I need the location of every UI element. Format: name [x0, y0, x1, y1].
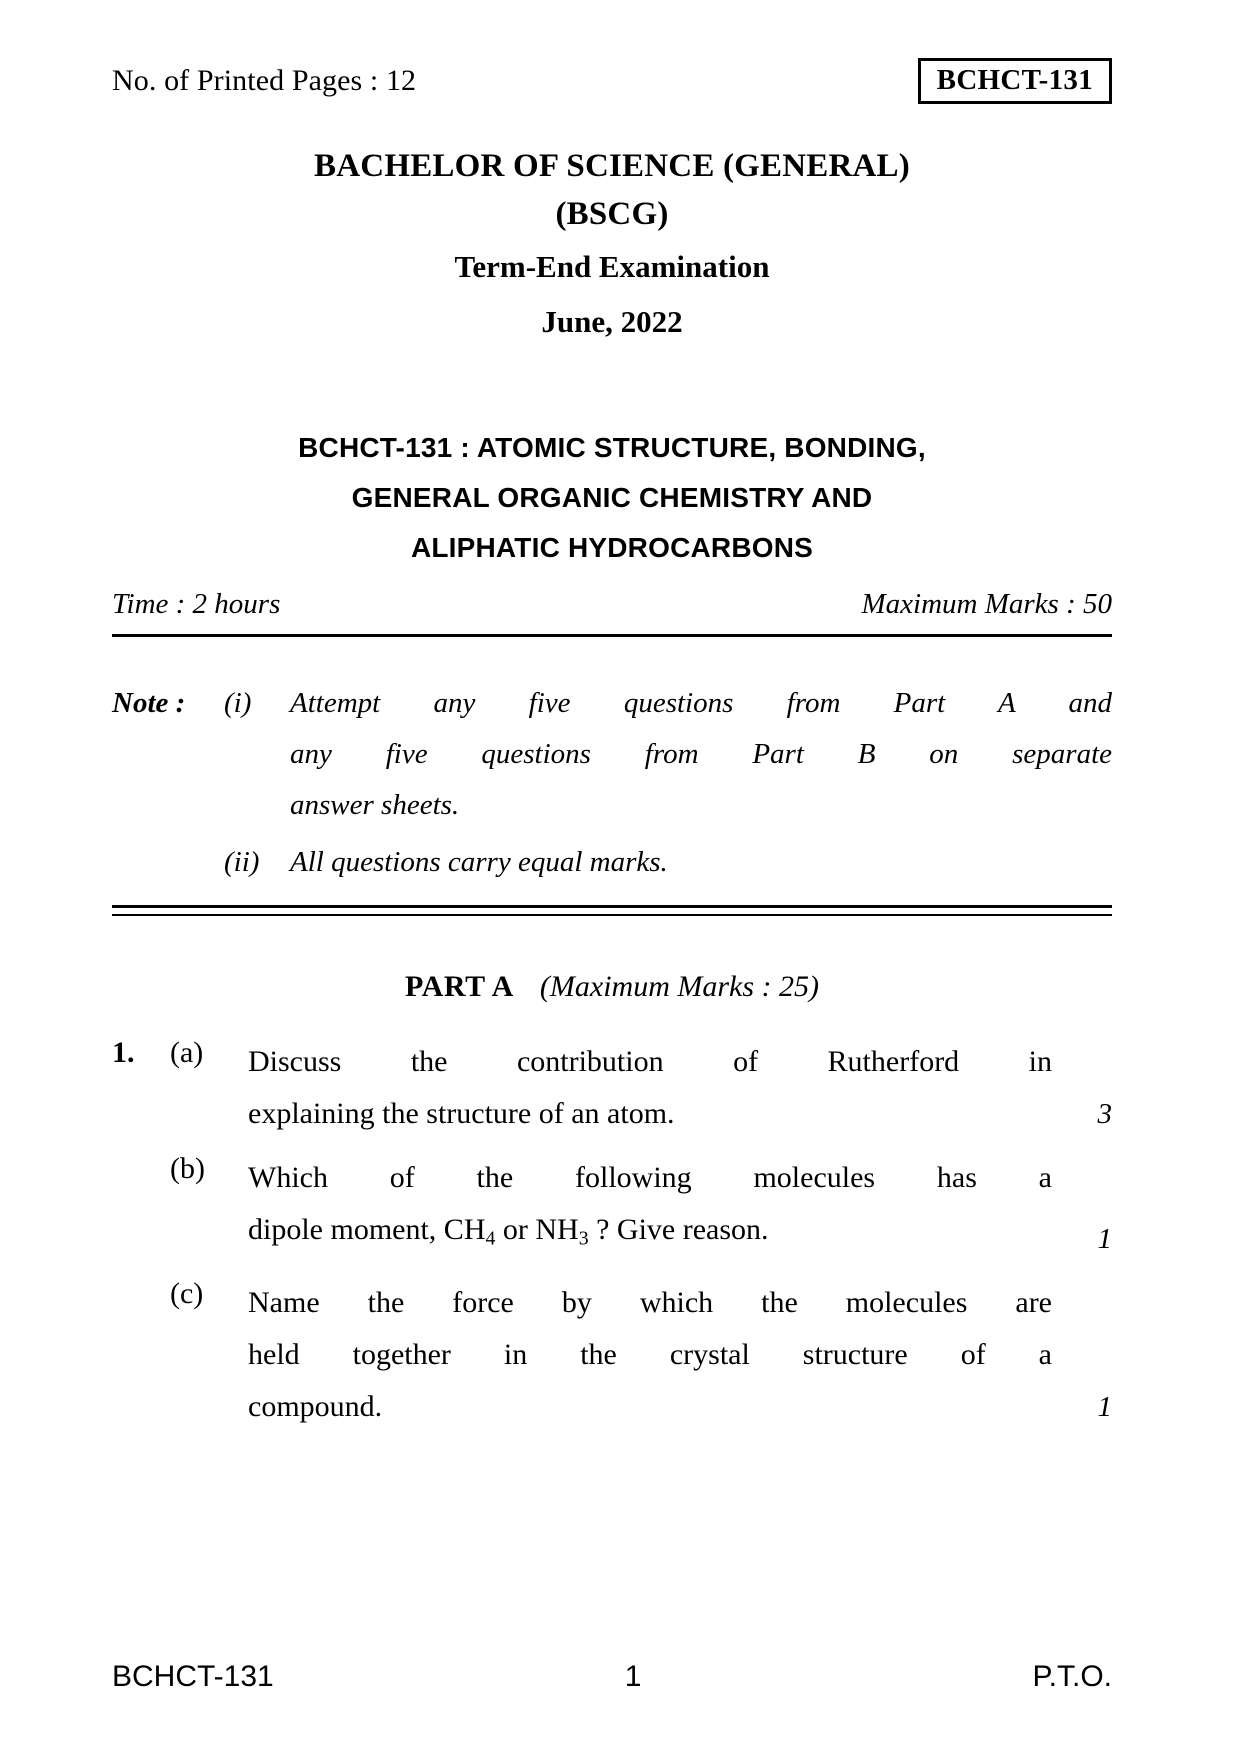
q1b-subscript-ch4: 4: [485, 1227, 496, 1250]
note-item-i: [112, 678, 1112, 831]
part-name: PART A: [404, 970, 514, 1003]
q1b-line2-pre: dipole moment, CH: [248, 1213, 486, 1246]
footer-course-code: BCHCT-131: [112, 1660, 274, 1693]
note-numeral-i: (i): [224, 687, 252, 719]
note-i-line-2: any five questions from Part B on separate: [290, 738, 1112, 770]
question-list: [112, 1036, 1112, 1445]
note-i-line-3: answer sheets.: [290, 789, 460, 821]
q1b-line2-post: ? Give reason.: [588, 1213, 769, 1246]
question-1-part-b: [112, 1152, 1112, 1265]
page-header: [112, 58, 1112, 114]
question-1-part-c-label: (c): [170, 1276, 204, 1310]
exam-info-row: [112, 588, 1112, 621]
question-1-part-a-body: [248, 1036, 1112, 1140]
degree-title: [112, 142, 1112, 238]
note-block: [112, 678, 1112, 888]
question-1-part-a-label: (a): [170, 1036, 204, 1069]
printed-pages-label: No. of Printed Pages : 12: [112, 64, 417, 97]
q1c-line-2: held together in the crystal structure of a: [248, 1337, 1052, 1371]
degree-title-line-2: (BSCG): [555, 196, 669, 232]
question-1-part-b-label: (b): [170, 1152, 205, 1185]
q1b-line-1: Which of the following molecules has a: [248, 1161, 1052, 1194]
note-divider-double-rule: [112, 905, 1112, 916]
note-text-ii: [290, 837, 1112, 888]
question-number-1: 1.: [112, 1036, 135, 1069]
note-label: Note :: [112, 687, 186, 719]
course-title-line-1: BCHCT-131 : ATOMIC STRUCTURE, BONDING,: [298, 432, 926, 463]
question-1-part-a: [112, 1036, 1112, 1140]
exam-maximum-marks: Maximum Marks : 50: [861, 588, 1112, 620]
header-divider-rule: [112, 634, 1112, 637]
course-title-line-2: GENERAL ORGANIC CHEMISTRY AND: [351, 482, 873, 513]
note-ii-line-1: All questions carry equal marks.: [290, 846, 668, 878]
q1a-line-1: Discuss the contribution of Rutherford in: [248, 1045, 1052, 1078]
question-1-part-b-body: [248, 1152, 1112, 1265]
footer-page-number: 1: [624, 1660, 642, 1693]
question-1-part-c-body: [248, 1277, 1112, 1433]
exam-session-title: June, 2022: [541, 304, 683, 339]
part-heading: [112, 970, 1112, 1004]
course-title-line-3: ALIPHATIC HYDROCARBONS: [410, 532, 814, 563]
exam-type-title: Term-End Examination: [454, 249, 770, 284]
q1b-marks: 1: [1097, 1222, 1112, 1255]
note-i-line-1: Attempt any five questions from Part A and: [290, 687, 1112, 719]
q1b-subscript-nh3: 3: [578, 1227, 589, 1250]
footer-pto: P.T.O.: [1032, 1660, 1112, 1693]
note-item-ii: [112, 837, 1112, 888]
question-1-part-c: [112, 1277, 1112, 1433]
q1b-line2-mid: or NH: [495, 1213, 579, 1246]
note-numeral-ii: (ii): [224, 846, 260, 878]
q1a-marks: 3: [1097, 1098, 1112, 1130]
part-maximum-marks: (Maximum Marks : 25): [539, 970, 820, 1003]
course-code-box: BCHCT-131: [918, 58, 1112, 104]
q1c-line-3: compound.: [248, 1389, 383, 1423]
q1b-line-2: [248, 1204, 1052, 1265]
page-footer: [112, 1660, 1112, 1694]
exam-duration: Time : 2 hours: [112, 588, 281, 620]
course-title: [112, 423, 1112, 573]
degree-title-line-1: BACHELOR OF SCIENCE (GENERAL): [314, 148, 910, 184]
q1a-line-2: explaining the structure of an atom.: [248, 1097, 675, 1130]
note-text-i: [290, 678, 1112, 831]
q1c-marks: 1: [1097, 1390, 1112, 1423]
q1c-line-1: Name the force by which the molecules are: [248, 1285, 1052, 1319]
